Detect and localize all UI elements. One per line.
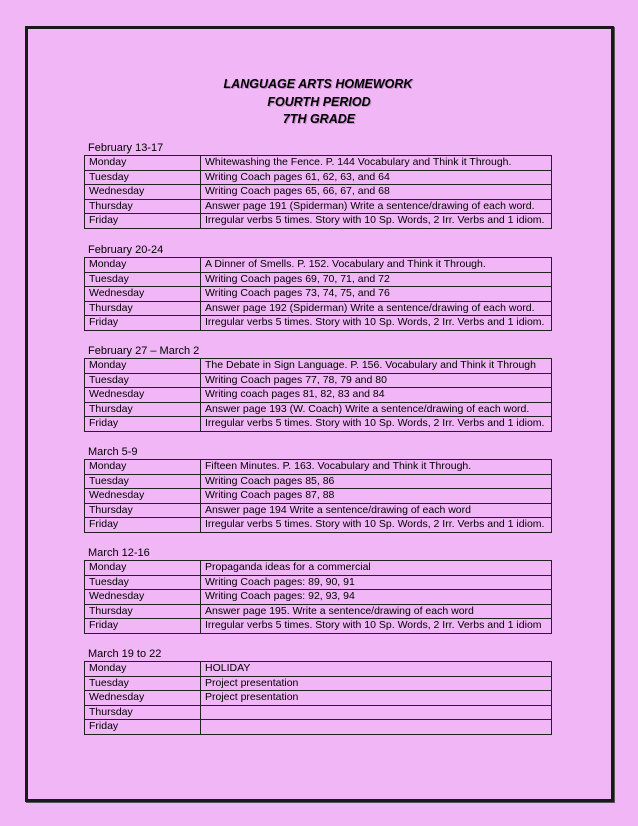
table-row	[85, 575, 552, 590]
day-cell: Thursday	[85, 705, 201, 720]
day-cell: Monday	[85, 662, 201, 677]
day-cell: Tuesday	[85, 474, 201, 489]
assignment-cell: Writing Coach pages 61, 62, 63, and 64	[201, 170, 552, 185]
table-row	[85, 373, 552, 388]
day-cell: Thursday	[85, 199, 201, 214]
assignment-cell	[201, 720, 552, 735]
assignment-cell: Answer page 195. Write a sentence/drawing of each word	[201, 604, 552, 619]
assignment-cell	[201, 705, 552, 720]
day-cell: Tuesday	[85, 373, 201, 388]
table-row	[85, 503, 552, 518]
table-row	[85, 417, 552, 432]
assignment-cell: Project presentation	[201, 691, 552, 706]
day-cell: Tuesday	[85, 272, 201, 287]
day-cell: Wednesday	[85, 388, 201, 403]
document-title	[0, 76, 638, 129]
table-row	[85, 489, 552, 504]
assignment-cell: Writing coach pages 81, 82, 83 and 84	[201, 388, 552, 403]
day-cell: Friday	[85, 720, 201, 735]
day-cell: Monday	[85, 561, 201, 576]
day-cell: Thursday	[85, 301, 201, 316]
assignment-cell: Answer page 191 (Spiderman) Write a sentence/drawing of each word.	[201, 199, 552, 214]
table-row	[85, 590, 552, 605]
day-cell: Monday	[85, 359, 201, 374]
day-cell: Thursday	[85, 503, 201, 518]
table-row	[85, 272, 552, 287]
table-row	[85, 301, 552, 316]
table-row	[85, 316, 552, 331]
week-label: February 13-17	[88, 142, 164, 154]
day-cell: Monday	[85, 156, 201, 171]
day-cell: Wednesday	[85, 489, 201, 504]
week-table	[84, 257, 552, 331]
assignment-cell: Writing Coach pages: 92, 93, 94	[201, 590, 552, 605]
title-line-3: 7TH GRADE	[282, 112, 356, 126]
table-row	[85, 662, 552, 677]
assignment-cell: Writing Coach pages 73, 74, 75, and 76	[201, 287, 552, 302]
table-row	[85, 199, 552, 214]
table-row	[85, 676, 552, 691]
week-label: February 27 – March 2	[88, 345, 200, 357]
day-cell: Tuesday	[85, 676, 201, 691]
assignment-cell: Writing Coach pages: 89, 90, 91	[201, 575, 552, 590]
week-table	[84, 155, 552, 229]
assignment-cell: A Dinner of Smells. P. 152. Vocabulary and Think it Through.	[201, 258, 552, 273]
table-row	[85, 720, 552, 735]
day-cell: Friday	[85, 214, 201, 229]
week-table	[84, 459, 552, 533]
week-section	[84, 647, 552, 735]
day-cell: Wednesday	[85, 691, 201, 706]
assignment-cell: Answer page 192 (Spiderman) Write a sentence/drawing of each word.	[201, 301, 552, 316]
table-row	[85, 258, 552, 273]
assignment-cell: Irregular verbs 5 times. Story with 10 Sp. Words, 2 Irr. Verbs and 1 idiom.	[201, 417, 552, 432]
day-cell: Monday	[85, 258, 201, 273]
table-row	[85, 402, 552, 417]
day-cell: Tuesday	[85, 575, 201, 590]
week-section	[84, 243, 552, 331]
assignment-cell: Project presentation	[201, 676, 552, 691]
assignment-cell: Irregular verbs 5 times. Story with 10 Sp. Words, 2 Irr. Verbs and 1 idiom.	[201, 214, 552, 229]
table-row	[85, 170, 552, 185]
day-cell: Wednesday	[85, 287, 201, 302]
assignment-cell: Writing Coach pages 85, 86	[201, 474, 552, 489]
assignment-cell: Answer page 193 (W. Coach) Write a sentence/drawing of each word.	[201, 402, 552, 417]
assignment-cell: Writing Coach pages 65, 66, 67, and 68	[201, 185, 552, 200]
table-row	[85, 388, 552, 403]
day-cell: Wednesday	[85, 185, 201, 200]
day-cell: Monday	[85, 460, 201, 475]
table-row	[85, 156, 552, 171]
day-cell: Friday	[85, 518, 201, 533]
assignment-cell: Irregular verbs 5 times. Story with 10 Sp. Words, 2 Irr. Verbs and 1 idiom.	[201, 316, 552, 331]
assignment-cell: Writing Coach pages 69, 70, 71, and 72	[201, 272, 552, 287]
week-label: February 20-24	[88, 244, 164, 256]
title-line-2: FOURTH PERIOD	[267, 94, 371, 109]
assignment-cell: Answer page 194 Write a sentence/drawing of each word	[201, 503, 552, 518]
assignment-cell: Writing Coach pages 87, 88	[201, 489, 552, 504]
table-row	[85, 474, 552, 489]
day-cell: Friday	[85, 619, 201, 634]
table-row	[85, 619, 552, 634]
day-cell: Thursday	[85, 604, 201, 619]
day-cell: Friday	[85, 417, 201, 432]
week-table	[84, 661, 552, 735]
day-cell: Friday	[85, 316, 201, 331]
day-cell: Thursday	[85, 402, 201, 417]
assignment-cell: Fifteen Minutes. P. 163. Vocabulary and Think it Through.	[201, 460, 552, 475]
table-row	[85, 691, 552, 706]
week-label: March 12-16	[88, 547, 150, 559]
week-section	[84, 445, 552, 533]
week-section	[84, 344, 552, 432]
week-table	[84, 358, 552, 432]
table-row	[85, 214, 552, 229]
table-row	[85, 561, 552, 576]
table-row	[85, 518, 552, 533]
week-label: March 5-9	[88, 446, 138, 458]
table-row	[85, 359, 552, 374]
assignment-cell: The Debate in Sign Language. P. 156. Vocabulary and Think it Through	[201, 359, 552, 374]
assignment-cell: Irregular verbs 5 times. Story with 10 Sp. Words, 2 Irr. Verbs and 1 idiom.	[201, 518, 552, 533]
week-section	[84, 141, 552, 229]
table-row	[85, 604, 552, 619]
table-row	[85, 287, 552, 302]
assignment-cell: Propaganda ideas for a commercial	[201, 561, 552, 576]
assignment-cell: Irregular verbs 5 times. Story with 10 Sp. Words, 2 Irr. Verbs and 1 idiom	[201, 619, 552, 634]
title-line-1: LANGUAGE ARTS HOMEWORK	[223, 77, 413, 91]
day-cell: Tuesday	[85, 170, 201, 185]
table-row	[85, 705, 552, 720]
assignment-cell: HOLIDAY	[201, 662, 552, 677]
week-section	[84, 546, 552, 634]
table-row	[85, 185, 552, 200]
week-table	[84, 560, 552, 634]
assignment-cell: Writing Coach pages 77, 78, 79 and 80	[201, 373, 552, 388]
assignment-cell: Whitewashing the Fence. P. 144 Vocabulary and Think it Through.	[201, 156, 552, 171]
week-label: March 19 to 22	[88, 648, 162, 660]
day-cell: Wednesday	[85, 590, 201, 605]
table-row	[85, 460, 552, 475]
